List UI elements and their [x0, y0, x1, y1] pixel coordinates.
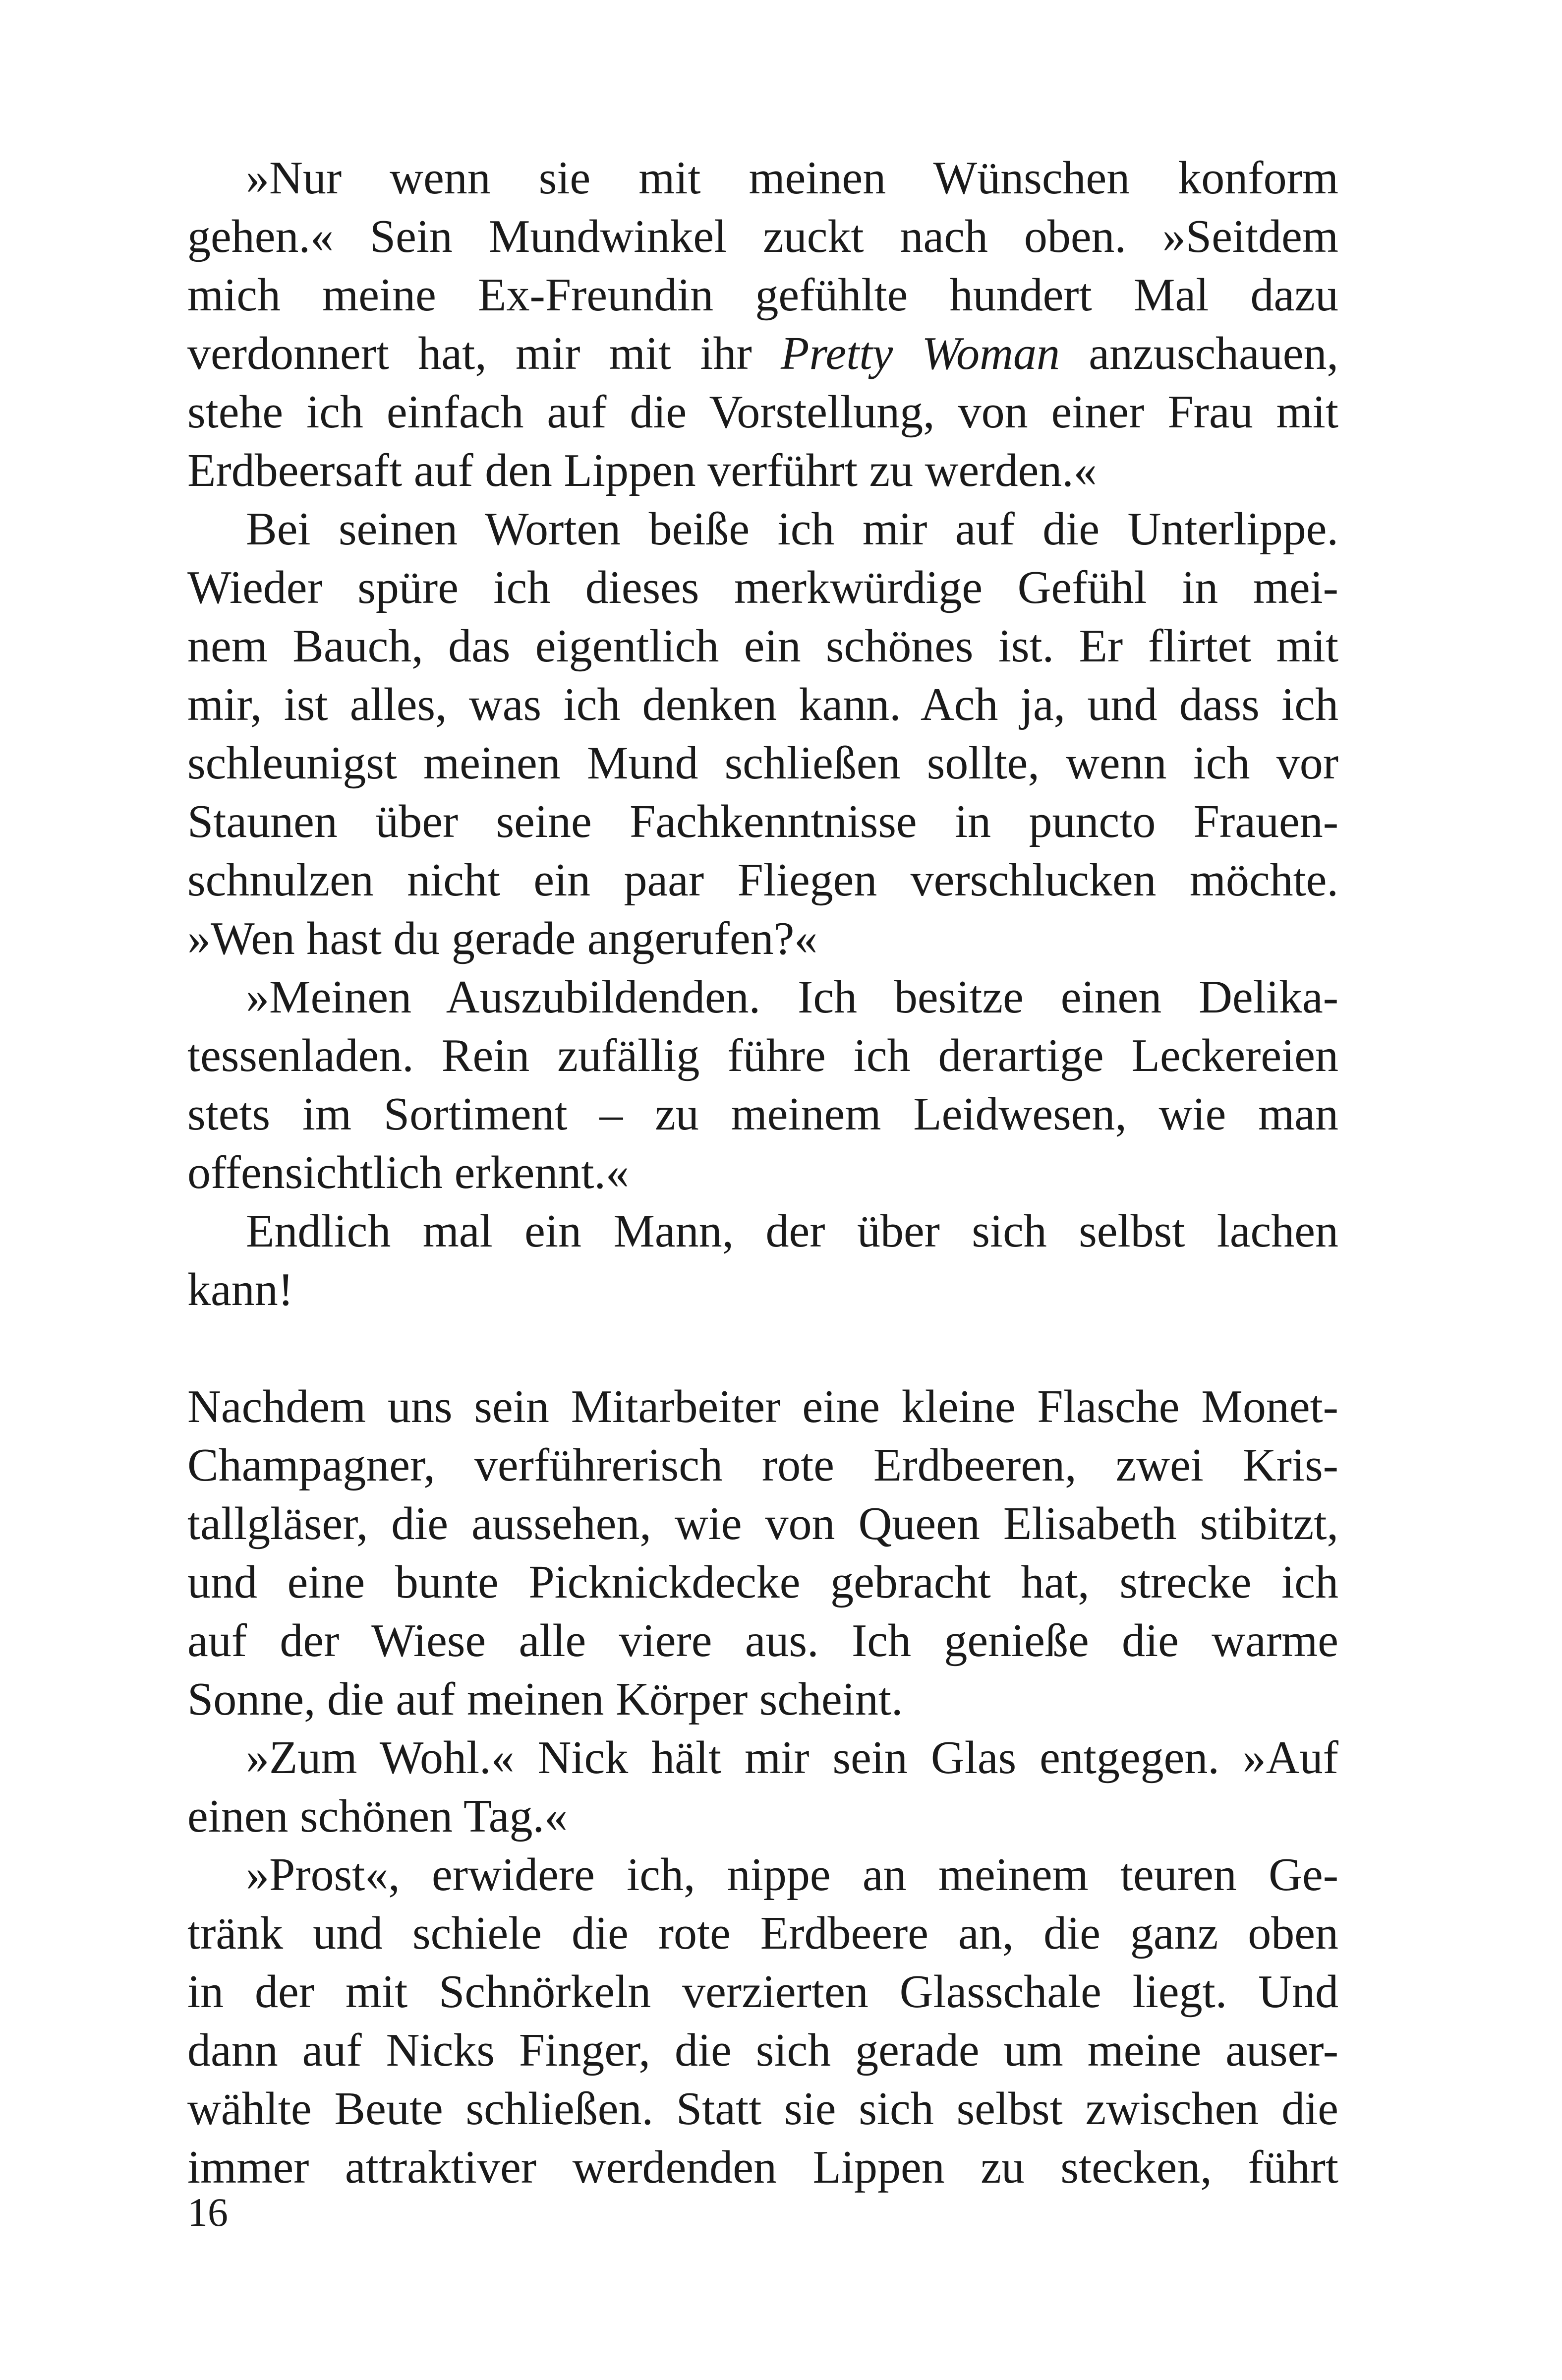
text-line: und eine bunte Picknickdecke gebracht hat, strecke ich: [187, 1556, 1338, 1608]
text-line: »Meinen Auszubildenden. Ich besitze einen Delika-: [246, 971, 1338, 1023]
text-segment: verdonnert hat, mir mit ihr: [187, 328, 781, 379]
text-line: nem Bauch, das eigentlich ein schönes ist. Er flirtet mit: [187, 620, 1338, 672]
text-line: Nachdem uns sein Mitarbeiter eine kleine Flasche Monet-: [187, 1381, 1338, 1432]
text-line: »Wen hast du gerade angerufen?«: [187, 913, 818, 964]
text-line: immer attraktiver werdenden Lippen zu stecken, führt: [187, 2142, 1338, 2193]
text-line: tallgläser, die aussehen, wie von Queen Elisabeth stibitzt,: [187, 1498, 1338, 1549]
text-line: Staunen über seine Fachkenntnisse in puncto Frauen-: [187, 796, 1338, 847]
text-line: mir, ist alles, was ich denken kann. Ach ja, und dass ich: [187, 679, 1338, 730]
text-line: schnulzen nicht ein paar Fliegen verschlucken möchte.: [187, 854, 1338, 906]
italic-title: Pretty Woman: [781, 328, 1060, 379]
text-line: stehe ich einfach auf die Vorstellung, von einer Frau mit: [187, 386, 1338, 438]
text-line: mich meine Ex-Freundin gefühlte hundert Mal dazu: [187, 269, 1338, 321]
text-line: Champagner, verführerisch rote Erdbeeren, zwei Kris-: [187, 1439, 1338, 1491]
text-line: Erdbeersaft auf den Lippen verführt zu werden.«: [187, 445, 1097, 496]
text-line: auf der Wiese alle viere aus. Ich genieße die warme: [187, 1615, 1338, 1666]
text-line: in der mit Schnörkeln verzierten Glasschale liegt. Und: [187, 1966, 1338, 2018]
text-line: [187, 324, 1338, 383]
text-line: Bei seinen Worten beiße ich mir auf die Unterlippe.: [246, 503, 1338, 555]
text-line: »Prost«, erwidere ich, nippe an meinem teuren Ge-: [246, 1849, 1338, 1901]
text-line: »Nur wenn sie mit meinen Wünschen konform: [246, 152, 1338, 204]
text-line: stets im Sortiment – zu meinem Leidwesen, wie man: [187, 1088, 1338, 1140]
text-line: Sonne, die auf meinen Körper scheint.: [187, 1673, 903, 1725]
text-line: einen schönen Tag.«: [187, 1790, 568, 1842]
text-line: wählte Beute schließen. Statt sie sich selbst zwischen die: [187, 2083, 1338, 2135]
text-line: schleunigst meinen Mund schließen sollte, wenn ich vor: [187, 737, 1338, 789]
text-line: gehen.« Sein Mundwinkel zuckt nach oben. »Seitdem: [187, 211, 1338, 262]
page-number: 16: [187, 2190, 228, 2235]
text-segment: anzuschauen,: [1060, 328, 1338, 379]
text-line: »Zum Wohl.« Nick hält mir sein Glas entgegen. »Auf: [246, 1732, 1338, 1784]
text-line: tränk und schiele die rote Erdbeere an, die ganz oben: [187, 1907, 1338, 1959]
text-line: offensichtlich erkennt.«: [187, 1147, 629, 1198]
text-line: tessenladen. Rein zufällig führe ich derartige Leckereien: [187, 1030, 1338, 1081]
text-line: kann!: [187, 1264, 294, 1315]
text-line: Wieder spüre ich dieses merkwürdige Gefühl in mei-: [187, 562, 1338, 613]
text-line: dann auf Nicks Finger, die sich gerade um meine auser-: [187, 2024, 1338, 2076]
text-line: Endlich mal ein Mann, der über sich selbst lachen: [246, 1205, 1338, 1257]
